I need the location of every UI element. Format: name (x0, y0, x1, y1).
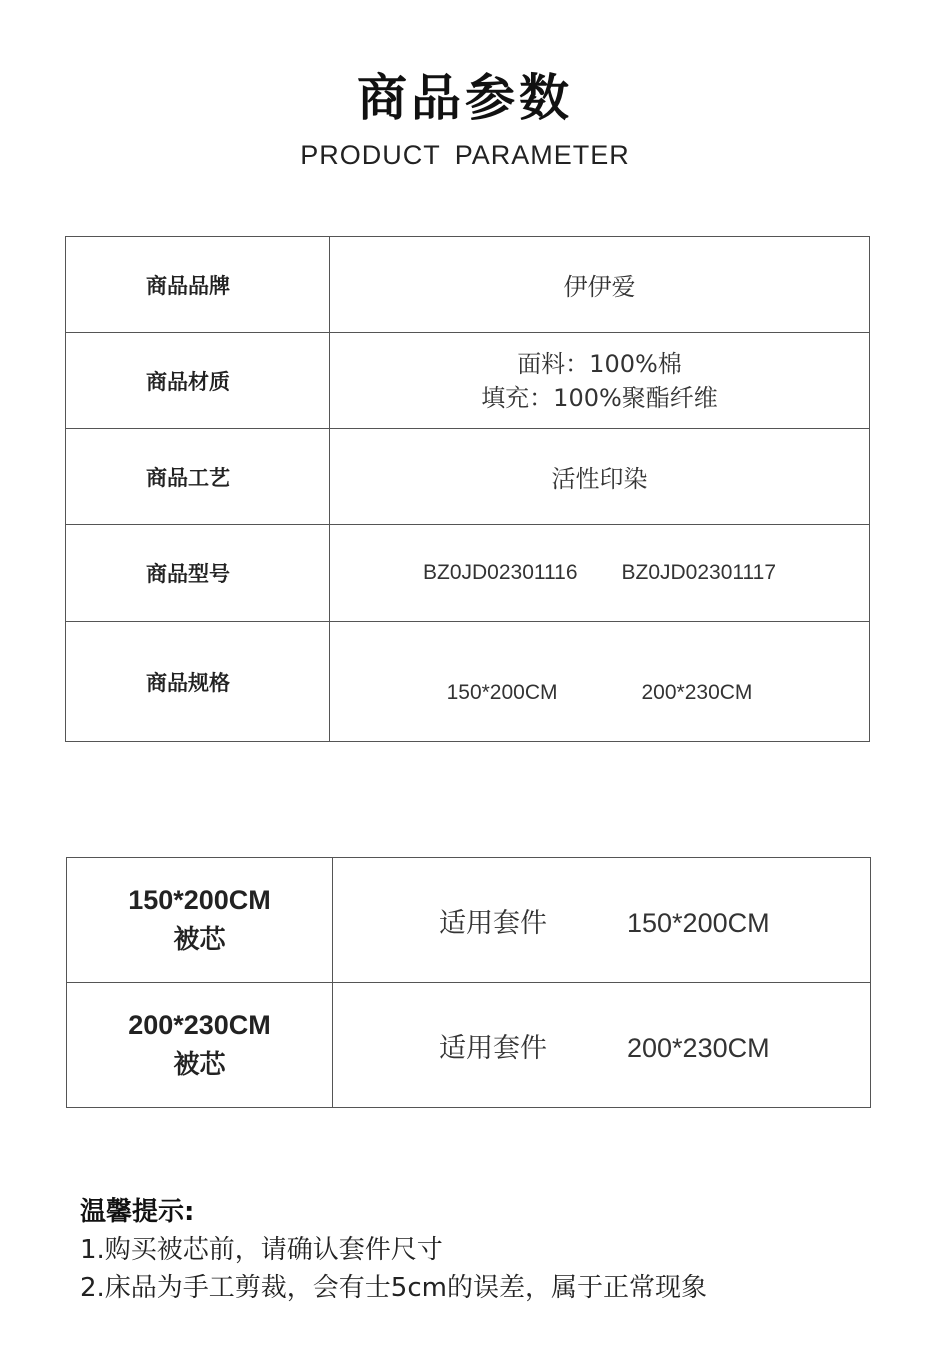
model-number-2: BZ0JD02301117 (621, 561, 776, 584)
parameter-table (65, 236, 870, 742)
size-cell (67, 858, 333, 983)
table-row (67, 983, 871, 1108)
craft-label: 商品工艺 (66, 429, 330, 525)
brand-value: 伊伊爱 (330, 237, 870, 333)
tip-line-1: 1.购买被芯前，请确认套件尺寸 (80, 1235, 443, 1265)
fit-label: 适用套件 (439, 907, 547, 939)
size-table (66, 857, 871, 1108)
table-row (67, 858, 871, 983)
size-label: 200*230CM (128, 1010, 271, 1040)
table-row (66, 622, 870, 742)
size-cell (67, 983, 333, 1108)
page-subtitle: PRODUCT PARAMETER (300, 140, 630, 170)
model-number-1: BZ0JD02301116 (423, 561, 578, 584)
fit-cell (333, 983, 871, 1108)
fabric-line: 面料：100%棉 (517, 349, 682, 378)
product-name: 被芯 (173, 925, 226, 955)
fit-label: 适用套件 (439, 1032, 547, 1064)
product-name: 被芯 (173, 1050, 226, 1080)
brand-label: 商品品牌 (66, 237, 330, 333)
filling-line: 填充：100%聚酯纤维 (481, 383, 718, 412)
spec-label: 商品规格 (66, 622, 330, 742)
spec-size-1: 150*200CM (446, 680, 558, 704)
page-title: 商品参数 (357, 69, 573, 127)
tips-section (80, 1193, 707, 1307)
fit-cell (333, 858, 871, 983)
fit-value: 200*230CM (627, 1032, 770, 1063)
model-label: 商品型号 (66, 525, 330, 622)
table-row (66, 429, 870, 525)
table-row (66, 333, 870, 429)
size-label: 150*200CM (128, 885, 271, 915)
material-value (330, 333, 870, 429)
fit-value: 150*200CM (627, 907, 770, 938)
spec-size-2: 200*230CM (641, 680, 753, 704)
tips-title: 温馨提示: (80, 1197, 195, 1227)
model-value (330, 525, 870, 622)
material-label: 商品材质 (66, 333, 330, 429)
table-row (66, 237, 870, 333)
table-row (66, 525, 870, 622)
craft-value: 活性印染 (330, 429, 870, 525)
tip-line-2: 2.床品为手工剪裁，会有士5cm的误差，属于正常现象 (80, 1273, 707, 1303)
spec-value (330, 622, 870, 742)
